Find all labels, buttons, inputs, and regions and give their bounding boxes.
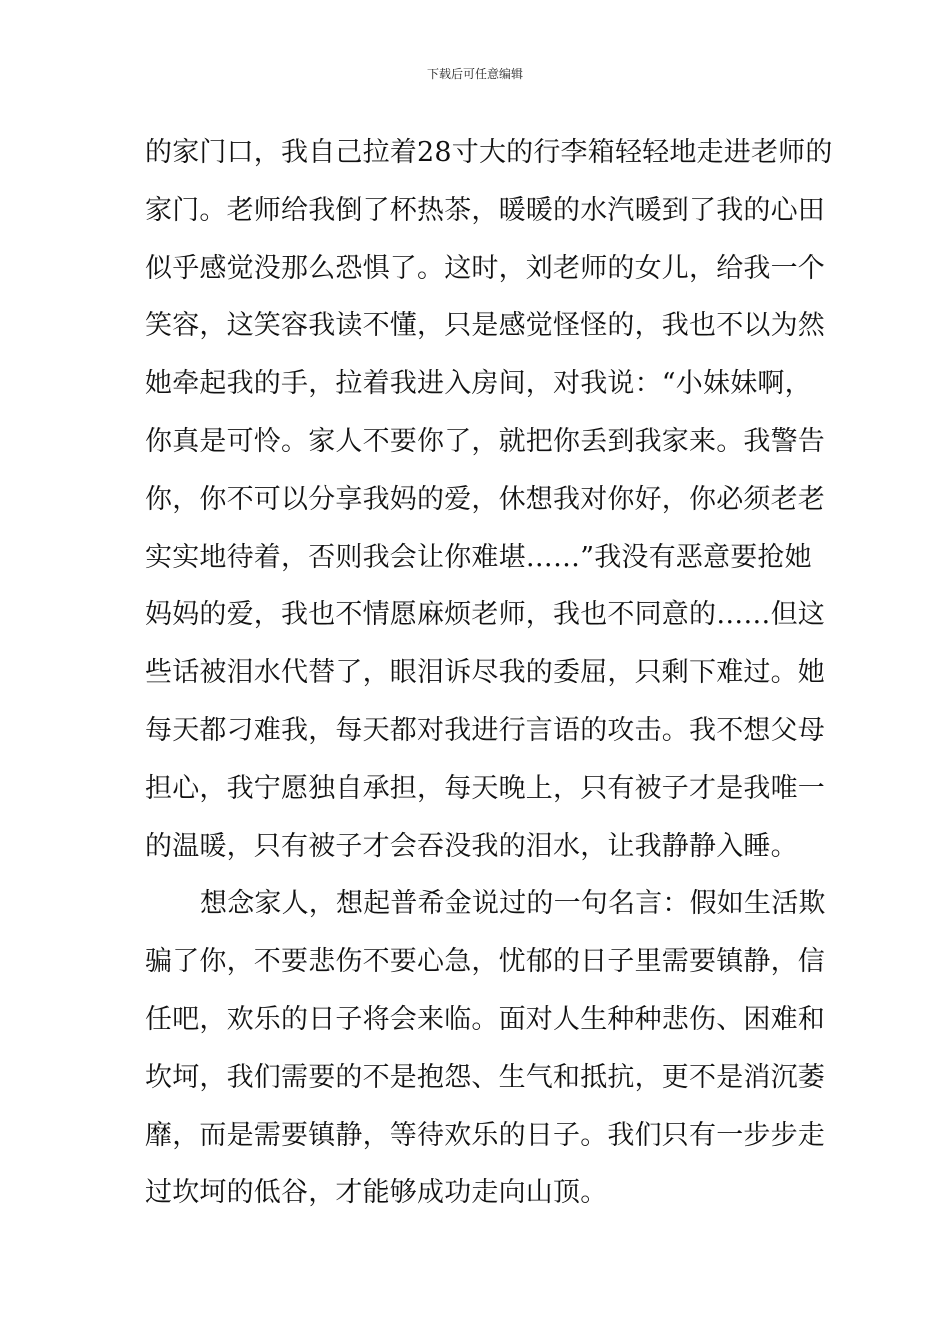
text-line: 任吧，欢乐的日子将会来临。面对人生种种悲伤、困难和: [145, 1003, 825, 1035]
text-line: 实实地待着，否则我会让你难堪……”我没有恶意要抢她: [145, 541, 812, 573]
text-line: 过坎坷的低谷，才能够成功走向山顶。: [145, 1177, 608, 1209]
text-line: 你真是可怜。家人不要你了，就把你丢到我家来。我警告: [145, 425, 825, 457]
document-body: [145, 124, 833, 1222]
text-line: 的家门口，我自己拉着28寸大的行李箱轻轻地走进老师的: [145, 137, 833, 168]
text-line: 家门。老师给我倒了杯热茶，暖暖的水汽暖到了我的心田: [145, 194, 825, 226]
text-line: 靡，而是需要镇静，等待欢乐的日子。我们只有一步步走: [145, 1119, 825, 1151]
text-line: 笑容，这笑容我读不懂，只是感觉怪怪的，我也不以为然: [145, 310, 825, 342]
text-line: 妈妈的爱，我也不情愿麻烦老师，我也不同意的……但这: [145, 599, 825, 631]
text-line: 担心，我宁愿独自承担，每天晚上，只有被子才是我唯一: [145, 772, 825, 804]
paragraph-start-line: 想念家人，想起普希金说过的一句名言：假如生活欺: [200, 888, 826, 920]
text-line: 每天都刁难我，每天都对我进行言语的攻击。我不想父母: [145, 714, 825, 746]
text-line: 你，你不可以分享我妈的爱，休想我对你好，你必须老老: [145, 483, 825, 515]
page-header: 下载后可任意编辑: [426, 67, 523, 81]
text-line: 她牵起我的手，拉着我进入房间，对我说：“小妹妹啊，: [145, 368, 812, 400]
text-line: 骗了你，不要悲伤不要心急，忧郁的日子里需要镇静，信: [145, 946, 825, 978]
text-line: 的温暖，只有被子才会吞没我的泪水，让我静静入睡。: [145, 830, 798, 862]
text-line: 坎坷，我们需要的不是抱怨、生气和抵抗，更不是消沉萎: [145, 1061, 825, 1093]
text-line: 似乎感觉没那么恐惧了。这时，刘老师的女儿，给我一个: [145, 252, 825, 284]
text-line: 些话被泪水代替了，眼泪诉尽我的委屈，只剩下难过。她: [145, 657, 825, 689]
